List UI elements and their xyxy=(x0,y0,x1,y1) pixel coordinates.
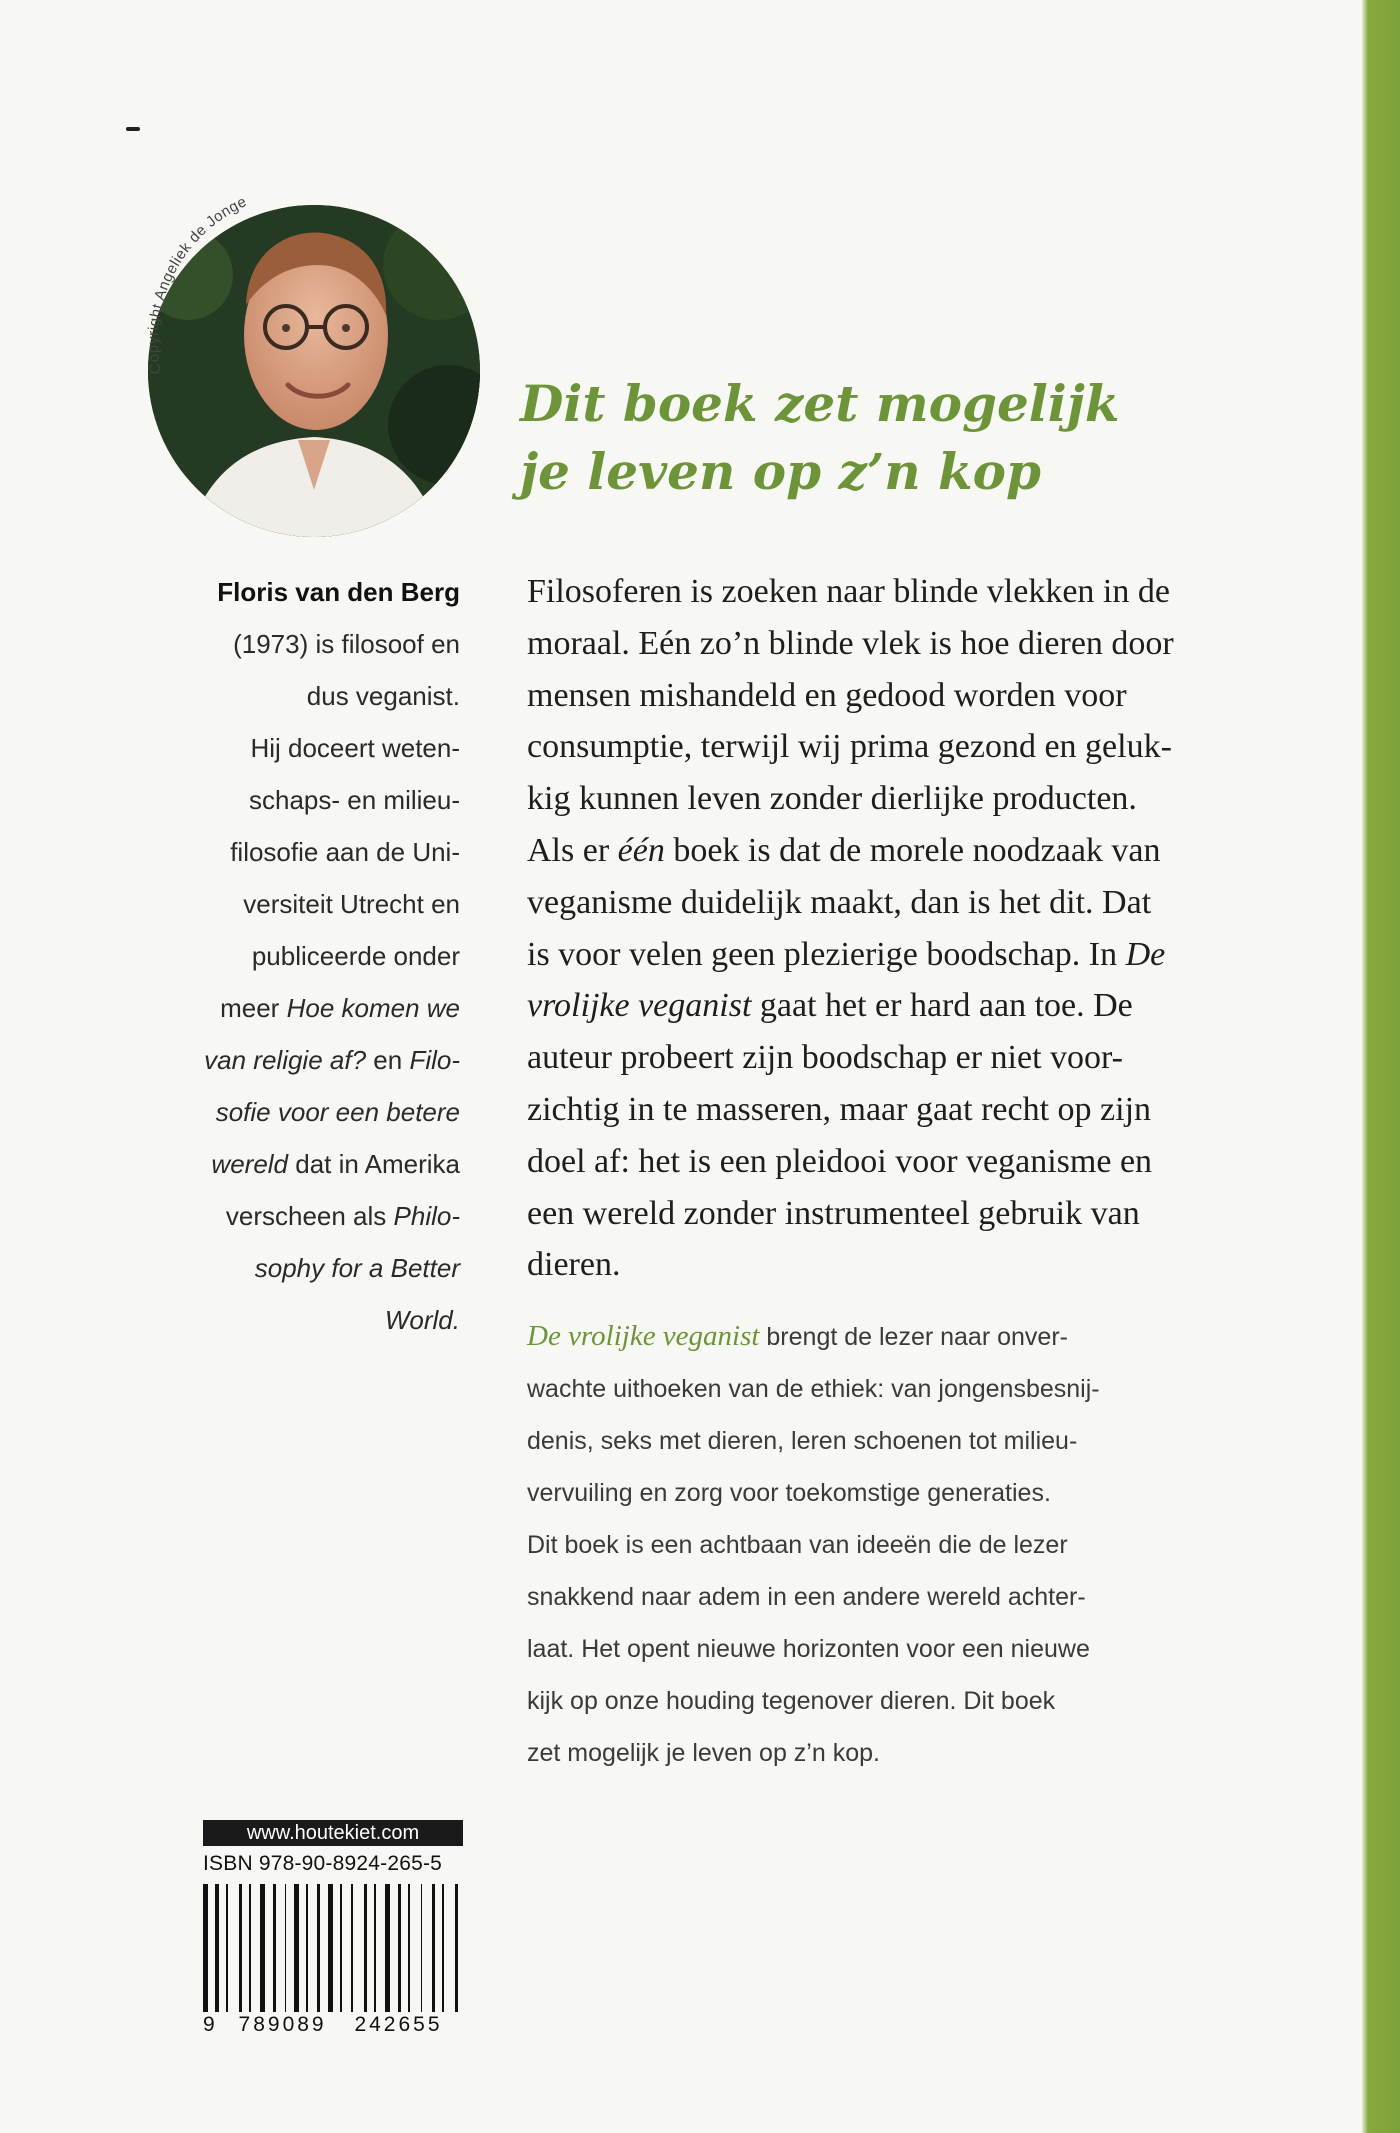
secondary-blurb-line: De vrolijke veganist brengt de lezer naar onver- xyxy=(527,1320,1068,1352)
book-title-hoe-komen: Hoe komen we xyxy=(286,993,460,1023)
print-mark xyxy=(126,127,140,131)
headline xyxy=(520,370,1340,506)
barcode-bar xyxy=(413,1884,418,2032)
author-bio-line: van religie af? en Filo- xyxy=(204,1045,460,1075)
barcode-bar xyxy=(442,1884,444,2032)
barcode-bar xyxy=(328,1884,333,2032)
secondary-blurb-line: denis, seks met dieren, leren schoenen tot milieu- xyxy=(527,1427,1078,1455)
author-bio-line: verscheen als Philo- xyxy=(225,1201,460,1231)
barcode-bar xyxy=(302,1884,304,2032)
main-blurb-line: moraal. Eén zo’n blinde vlek is hoe dieren door xyxy=(527,624,1174,662)
author-bio-line: publiceerde onder xyxy=(251,941,460,971)
barcode-bar xyxy=(356,1884,361,2032)
author-name: Floris van den Berg xyxy=(217,577,460,607)
barcode-bar xyxy=(279,1884,282,2032)
author-bio-line: meer Hoe komen we xyxy=(220,993,460,1023)
main-blurb-line: veganisme duidelijk maakt, dan is het dit. Dat xyxy=(527,883,1152,921)
main-blurb-line: vrolijke veganist gaat het er hard aan toe. De xyxy=(527,987,1133,1025)
barcode-bar xyxy=(245,1884,247,2032)
main-blurb xyxy=(527,566,1267,1291)
barcode-bar xyxy=(323,1884,325,2032)
author-bio-line: World. xyxy=(384,1305,460,1335)
barcode-digits-right: 242655 xyxy=(354,2013,443,2036)
barcode-bar xyxy=(370,1884,372,2032)
author-bio-line: sofie voor een betere xyxy=(215,1097,460,1127)
barcode-bar xyxy=(203,1884,208,2032)
main-blurb-line: dieren. xyxy=(527,1246,621,1284)
barcode-bar xyxy=(294,1884,299,2032)
barcode-bar xyxy=(374,1884,376,2032)
publisher-url: www.houtekiet.com xyxy=(203,1820,463,1846)
barcode-bar xyxy=(425,1884,428,2032)
barcode-bar xyxy=(215,1884,218,2032)
secondary-blurb-line: kijk op onze houding tegenover dieren. Dit boek xyxy=(527,1687,1056,1715)
secondary-blurb xyxy=(527,1310,1307,1779)
barcode-bar xyxy=(393,1884,395,2032)
barcode-bar xyxy=(260,1884,265,2032)
book-title-hoe-komen-cont: van religie af? xyxy=(204,1045,367,1075)
main-blurb-line: is voor velen geen plezierige boodschap. In De xyxy=(527,935,1166,973)
main-blurb-line: zichtig in te masseren, maar gaat recht op zijn xyxy=(527,1090,1152,1128)
barcode-bar xyxy=(404,1884,406,2032)
author-bio-line: (1973) is filosoof en xyxy=(233,629,460,659)
main-blurb-line: kig kunnen leven zonder dierlijke producten. xyxy=(527,780,1137,818)
barcode-bar xyxy=(249,1884,251,2032)
author-bio-line: wereld dat in Amerika xyxy=(211,1149,460,1179)
photo-credit xyxy=(115,163,495,543)
barcode-bar xyxy=(364,1884,367,2032)
barcode-digits-left: 789089 xyxy=(238,2013,327,2036)
book-title-vrolijke-veganist: vrolijke veganist xyxy=(527,987,752,1025)
barcode-bar xyxy=(455,1884,458,2032)
barcode-bar xyxy=(239,1884,242,2032)
main-blurb-line: Als er één boek is dat de morele noodzaak van xyxy=(527,831,1161,869)
barcode-bar xyxy=(226,1884,228,2032)
main-blurb-line: een wereld zonder instrumenteel gebruik van xyxy=(527,1194,1140,1232)
barcode-bar xyxy=(285,1884,287,2032)
barcode-bar xyxy=(306,1884,308,2032)
main-blurb-line: doel af: het is een pleidooi voor veganisme en xyxy=(527,1142,1153,1180)
secondary-blurb-line: laat. Het opent nieuwe horizonten voor een nieuwe xyxy=(527,1635,1090,1663)
main-blurb-line: consumptie, terwijl wij prima gezond en geluk- xyxy=(527,728,1172,766)
author-bio-line: dus veganist. xyxy=(306,681,460,711)
barcode-bar xyxy=(438,1884,440,2032)
barcode xyxy=(203,1884,463,2032)
barcode-bar xyxy=(398,1884,401,2032)
isbn-number: ISBN 978-90-8924-265-5 xyxy=(203,1852,443,1875)
barcode-bar xyxy=(461,1884,463,2032)
author-bio-line: Hij doceert weten- xyxy=(250,733,460,763)
barcode-digits xyxy=(203,2012,465,2038)
spine-strip xyxy=(1362,0,1400,2133)
svg-text:Copyright Angeliek de Jonge xyxy=(145,193,250,375)
barcode-bar xyxy=(273,1884,276,2032)
barcode-bar xyxy=(289,1884,291,2032)
barcode-bar xyxy=(231,1884,236,2032)
main-blurb-line: mensen mishandeld en gedood worden voor xyxy=(527,676,1127,714)
main-blurb-line: Filosoferen is zoeken naar blinde vlekken in de xyxy=(527,573,1170,610)
author-bio-line: sophy for a Better xyxy=(254,1253,460,1283)
barcode-bar xyxy=(379,1884,382,2032)
barcode-bar xyxy=(336,1884,338,2032)
barcode-bar xyxy=(340,1884,342,2032)
author-bio-line: schaps- en milieu- xyxy=(249,785,460,815)
barcode-bar xyxy=(351,1884,353,2032)
book-title-de: De xyxy=(1125,935,1166,973)
emphasis-een: één xyxy=(617,831,665,869)
secondary-blurb-line: wachte uithoeken van de ethiek: van jongensbesnij- xyxy=(527,1375,1100,1403)
barcode-digit-first: 9 xyxy=(203,2013,215,2036)
secondary-blurb-line: Dit boek is een achtbaan van ideeën die de lezer xyxy=(527,1531,1068,1559)
headline-line-1: Dit boek zet mogelijk xyxy=(520,374,1120,433)
secondary-blurb-line: snakkend naar adem in een andere wereld achter- xyxy=(527,1583,1086,1611)
photo-credit-text: Copyright Angeliek de Jonge xyxy=(144,193,250,376)
book-title-filosofie: Filo- xyxy=(409,1045,460,1075)
book-title-philosophy: Philo- xyxy=(393,1201,460,1231)
book-title-highlight: De vrolijke veganist xyxy=(527,1320,760,1352)
barcode-bar xyxy=(421,1884,423,2032)
barcode-bar xyxy=(385,1884,390,2032)
barcode-bar xyxy=(317,1884,320,2032)
main-blurb-line: auteur probeert zijn boodschap er niet voor- xyxy=(527,1039,1123,1077)
secondary-blurb-line: vervuiling en zorg voor toekomstige generaties. xyxy=(527,1479,1051,1507)
secondary-blurb-line: zet mogelijk je leven op z’n kop. xyxy=(527,1739,880,1767)
barcode-bar xyxy=(311,1884,314,2032)
barcode-bar xyxy=(268,1884,270,2032)
barcode-bar xyxy=(211,1884,213,2032)
headline-line-2: je leven op z’n kop xyxy=(520,442,1041,501)
author-bio-line: filosofie aan de Uni- xyxy=(230,837,460,867)
author-bio xyxy=(120,566,460,1346)
barcode-bar xyxy=(447,1884,452,2032)
barcode-bar xyxy=(222,1884,224,2032)
barcode-bar xyxy=(345,1884,348,2032)
barcode-bar xyxy=(254,1884,257,2032)
author-bio-line: versiteit Utrecht en xyxy=(243,889,460,919)
barcode-bar xyxy=(408,1884,410,2032)
barcode-bar xyxy=(432,1884,435,2032)
book-title-filosofie-cont: wereld xyxy=(211,1149,289,1179)
